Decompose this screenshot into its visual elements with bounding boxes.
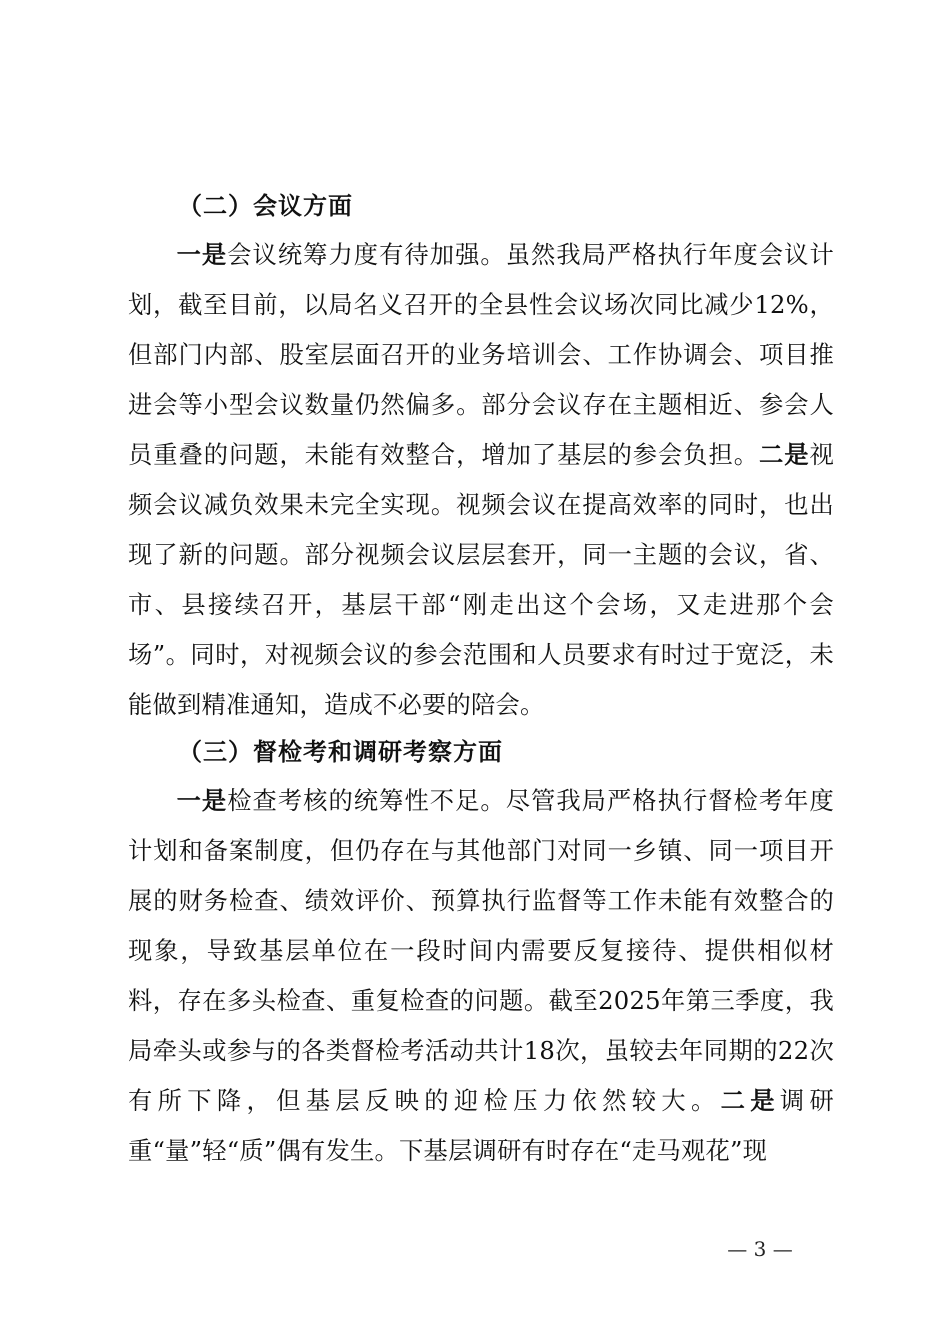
paragraph-text: 会议统筹力度有待加强。虽然我局严格执行年度会议计划，截至目前，以局名义召开的全县性会议场次同比减少12%，但部门内部、股室层面召开的业务培训会、工作协调会、项目推进会等小型会议数量仍然偏多。部分会议存在主题相近、参会人员重叠的问题，未能有效整合，增加了基层的参会负担。 [128,240,834,469]
paragraph-lead: 二是 [720,1086,780,1115]
paragraph-lead: 一是 [176,240,228,269]
paragraph-text: 检查考核的统筹性不足。尽管我局严格执行督检考年度计划和备案制度，但仍存在与其他部门对同一乡镇、同一项目开展的财务检查、绩效评价、预算执行监督等工作未能有效整合的现象，导致基层单位在一段时间内需要反复接待、提供相似材料，存在多头检查、重复检查的问题。截至2025年第三季度，我局牵头或参与的各类督检考活动共计18次，虽较去年同期的22次有所下降，但基层反映的迎检压力依然较大。 [128,786,834,1115]
paragraph-lead: 二是 [759,440,810,469]
page-number: — 3 — [727,1237,793,1261]
paragraph [128,230,834,730]
paragraph-text: 视频会议减负效果未完全实现。视频会议在提高效率的同时，也出现了新的问题。部分视频会议层层套开，同一主题的会议，省、市、县接续召开，基层干部“刚走出这个会场，又走进那个会场”。同时，对视频会议的参会范围和人员要求有时过于宽泛，未能做到精准通知，造成不必要的陪会。 [128,440,834,719]
paragraph [128,776,834,1176]
paragraph-text: 调研重“量”轻“质”偶有发生。下基层调研有时存在“走马观花”现 [128,1086,835,1165]
section-body-meetings [128,230,834,730]
paragraph-lead: 一是 [176,786,228,815]
section-heading-meetings: （二）会议方面 [178,192,353,220]
section-heading-inspections: （三）督检考和调研考察方面 [178,738,503,766]
section-body-inspections [128,776,834,1176]
